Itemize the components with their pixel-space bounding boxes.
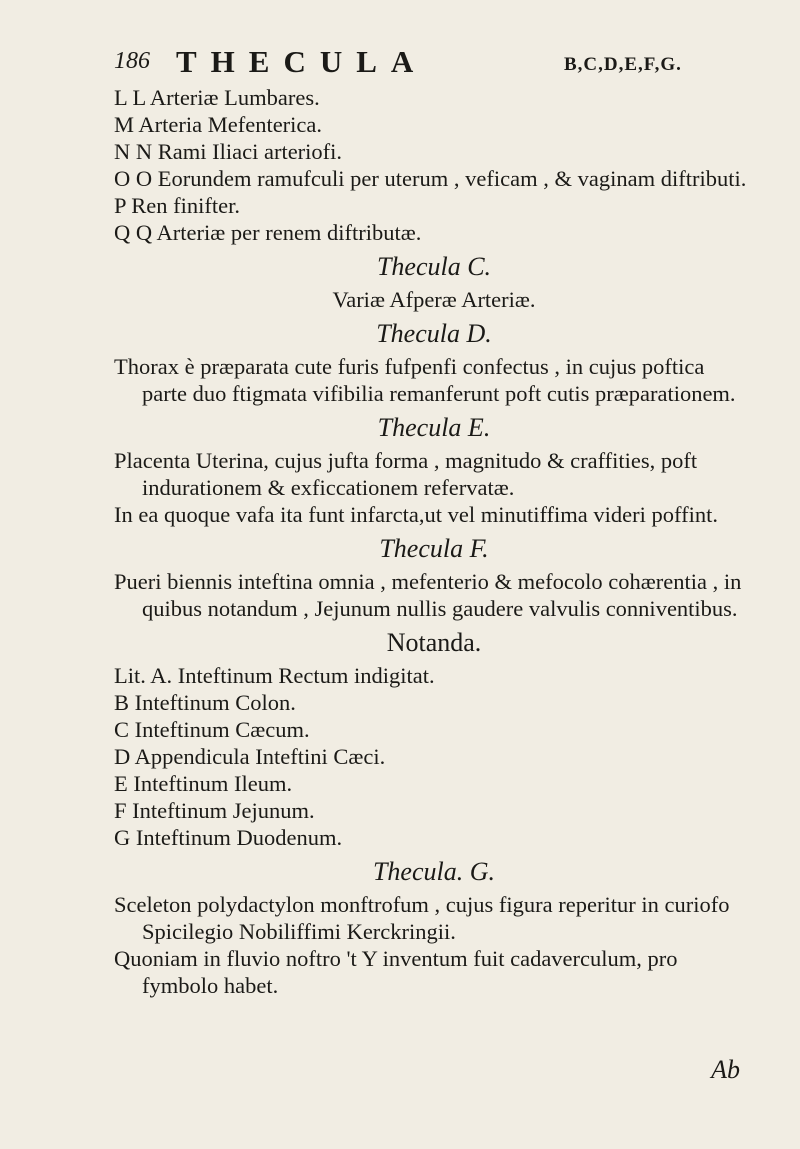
notanda-item: F Inteftinum Jejunum.: [114, 798, 315, 823]
list-item: L L Arteriæ Lumbares.: [114, 85, 320, 110]
section-text-e-1: Placenta Uterina, cujus jufta forma , magnitudo & craffities, poft indurationem & exficcationem refervatæ.: [114, 448, 698, 500]
catchword: Ab: [711, 1055, 740, 1084]
list-item: P Ren finifter.: [114, 193, 241, 218]
page-body: [114, 84, 754, 999]
section-text-g-2: Quoniam in fluvio noftro 't Y inventum fuit cadaverculum, pro fymbolo habet.: [114, 946, 678, 998]
section-text-d: Thorax è præparata cute furis fufpenfi confectus , in cujus poftica parte duo ftigmata vifibilia remanferunt poft cutis præparationem.: [114, 354, 736, 406]
section-text-e-2: In ea quoque vafa ita funt infarcta,ut vel minutiffima videri poffint.: [114, 502, 718, 527]
list-item: M Arteria Mefenterica.: [114, 112, 323, 137]
list-item: N N Rami Iliaci arteriofi.: [114, 139, 343, 164]
section-text-f: Pueri biennis inteftina omnia , mefenterio & mefocolo cohærentia , in quibus notandum , Jejunum nullis gaudere valvulis conniventibus.: [114, 569, 742, 621]
notanda-item: C Inteftinum Cæcum.: [114, 717, 310, 742]
running-title: THECULA: [176, 44, 428, 79]
notanda-item: E Inteftinum Ileum.: [114, 771, 293, 796]
section-heading-g: Thecula. G.: [372, 857, 496, 886]
signature-marks: B,C,D,E,F,G.: [564, 54, 682, 75]
section-heading-d: Thecula D.: [376, 319, 492, 348]
notanda-item: B Inteftinum Colon.: [114, 690, 296, 715]
notanda-item: G Inteftinum Duodenum.: [114, 825, 343, 850]
section-text-c: Variæ Afperæ Arteriæ.: [332, 287, 536, 312]
section-text-g-1: Sceleton polydactylon monftrofum , cujus figura reperitur in curiofo Spicilegio Nobiliffimi Kerckringii.: [114, 892, 730, 944]
notanda-item: Lit. A. Inteftinum Rectum indigitat.: [114, 663, 435, 688]
section-heading-e: Thecula E.: [377, 413, 491, 442]
page-header: [114, 44, 714, 84]
section-heading-c: Thecula C.: [376, 252, 492, 281]
list-item: Q Q Arteriæ per renem diftributæ.: [114, 220, 422, 245]
list-item: O O Eorundem ramufculi per uterum , veficam , & vaginam diftributi.: [114, 166, 747, 191]
page-number: 186: [114, 48, 150, 74]
section-heading-f: Thecula F.: [379, 534, 489, 563]
notanda-item: D Appendicula Inteftini Cæci.: [114, 744, 386, 769]
notanda-heading: Notanda.: [386, 628, 482, 657]
